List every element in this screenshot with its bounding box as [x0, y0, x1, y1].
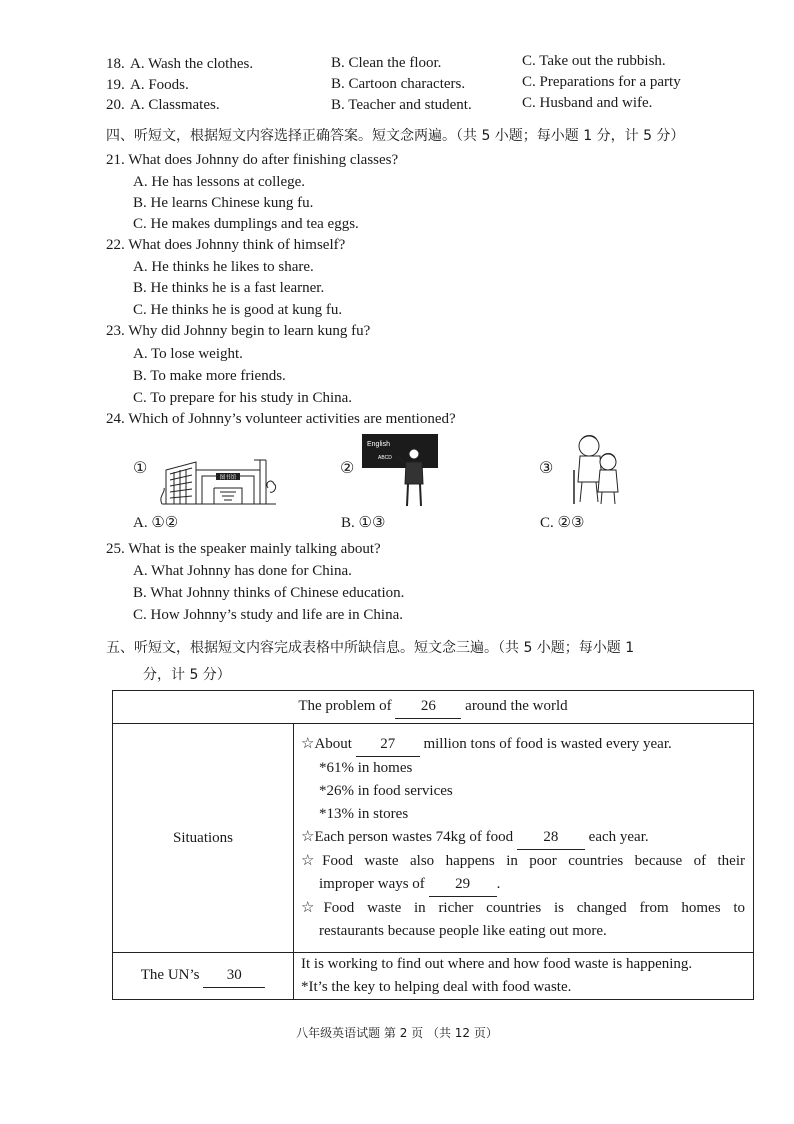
- situation-4-line2: restaurants because people like eating out more.: [319, 923, 607, 939]
- page-footer: 八年级英语试题 第 2 页 （共 12 页）: [296, 1026, 498, 1040]
- q20-option-c: C. Husband and wife.: [522, 95, 653, 111]
- q19-option-c: C. Preparations for a party: [522, 74, 681, 90]
- library-building-picture: [156, 448, 282, 508]
- q20-option-a: A. Classmates.: [130, 97, 220, 113]
- q19-num: 19.: [106, 77, 125, 93]
- library-sign: 图书馆: [219, 475, 237, 481]
- q23-stem: 23. Why did Johnny begin to learn kung fu?: [106, 323, 371, 339]
- blank-28[interactable]: 28: [517, 826, 585, 850]
- q21-option-a: A. He has lessons at college.: [133, 174, 306, 190]
- q23-option-c: C. To prepare for his study in China.: [133, 390, 353, 406]
- q25-stem: 25. What is the speaker mainly talking about?: [106, 541, 381, 557]
- situations-label: Situations: [113, 724, 294, 953]
- q22-option-a: A. He thinks he likes to share.: [133, 259, 314, 275]
- header-post: around the world: [465, 698, 568, 714]
- q22-option-b: B. He thinks he is a fast learner.: [133, 280, 325, 296]
- un-line1: It is working to find out where and how food waste is happening.: [301, 956, 693, 972]
- blank-26[interactable]: 26: [395, 695, 461, 719]
- q22-option-c: C. He thinks he is good at kung fu.: [133, 302, 343, 318]
- situations-content: [294, 724, 754, 953]
- q25-option-a: A. What Johnny has done for China.: [133, 563, 352, 579]
- q18-option-a: A. Wash the clothes.: [130, 56, 254, 72]
- q24-option-a: A. ①②: [133, 515, 179, 531]
- board-sub: ABCD: [378, 455, 392, 461]
- q25-option-c: C. How Johnny’s study and life are in China.: [133, 607, 403, 623]
- elderly-helping-picture: [566, 430, 628, 506]
- q24-option-c: C. ②③: [540, 515, 585, 531]
- section4-heading: 四、听短文，根据短文内容选择正确答案。短文念两遍。（共 5 小题；每小题 1 分，计 5 分）: [106, 128, 685, 144]
- section5-heading-line1: 五、听短文，根据短文内容完成表格中所缺信息。短文念三遍。（共 5 小题；每小题 1: [106, 640, 635, 656]
- q19-option-a: A. Foods.: [130, 77, 189, 93]
- pic2-mark: ②: [340, 460, 355, 477]
- situation-1-bullet: *61% in homes: [319, 760, 413, 776]
- situation-1-bullet: *26% in food services: [319, 783, 453, 799]
- teacher-blackboard-picture: [360, 432, 440, 510]
- un-label-cell: The UN’s 30: [113, 953, 294, 1000]
- q21-option-c: C. He makes dumplings and tea eggs.: [133, 216, 359, 232]
- q20-num: 20.: [106, 97, 125, 113]
- blank-27[interactable]: 27: [356, 733, 420, 757]
- section5-heading-line2: 分，计 5 分）: [143, 667, 231, 683]
- board-title: English: [367, 441, 390, 448]
- q19-option-b: B. Cartoon characters.: [331, 76, 466, 92]
- un-line2: *It’s the key to helping deal with food waste.: [301, 979, 572, 995]
- q18-option-c: C. Take out the rubbish.: [522, 53, 666, 69]
- q23-option-a: A. To lose weight.: [133, 346, 243, 362]
- situation-2: ☆Each person wastes 74kg of food 28 each year.: [301, 826, 745, 850]
- q25-option-b: B. What Johnny thinks of Chinese education.: [133, 585, 405, 601]
- q18-num: 18.: [106, 56, 125, 72]
- situation-1: ☆About 27 million tons of food is wasted every year.: [301, 733, 745, 757]
- q20-option-b: B. Teacher and student.: [331, 97, 472, 113]
- blank-29[interactable]: 29: [429, 873, 497, 897]
- q23-option-b: B. To make more friends.: [133, 368, 286, 384]
- q24-option-b: B. ①③: [341, 515, 386, 531]
- pic3-mark: ③: [539, 460, 554, 477]
- situation-3-line2: improper ways of 29 .: [301, 873, 745, 897]
- un-content: [294, 953, 754, 1000]
- situation-1-bullet: *13% in stores: [319, 806, 409, 822]
- q18-option-b: B. Clean the floor.: [331, 55, 442, 71]
- fill-in-table: [112, 690, 754, 1000]
- blank-30[interactable]: 30: [203, 964, 265, 988]
- table-header-cell: [113, 691, 754, 724]
- situation-3-line1: ☆Food waste also happens in poor countries because of their: [301, 853, 745, 869]
- header-pre: The problem of: [298, 698, 392, 714]
- q21-option-b: B. He learns Chinese kung fu.: [133, 195, 314, 211]
- pic1-mark: ①: [133, 460, 148, 477]
- q24-stem: 24. Which of Johnny’s volunteer activities are mentioned?: [106, 411, 456, 427]
- q21-stem: 21. What does Johnny do after finishing classes?: [106, 152, 399, 168]
- situation-4-line1: ☆Food waste in richer countries is changed from homes to: [301, 900, 745, 916]
- q22-stem: 22. What does Johnny think of himself?: [106, 237, 346, 253]
